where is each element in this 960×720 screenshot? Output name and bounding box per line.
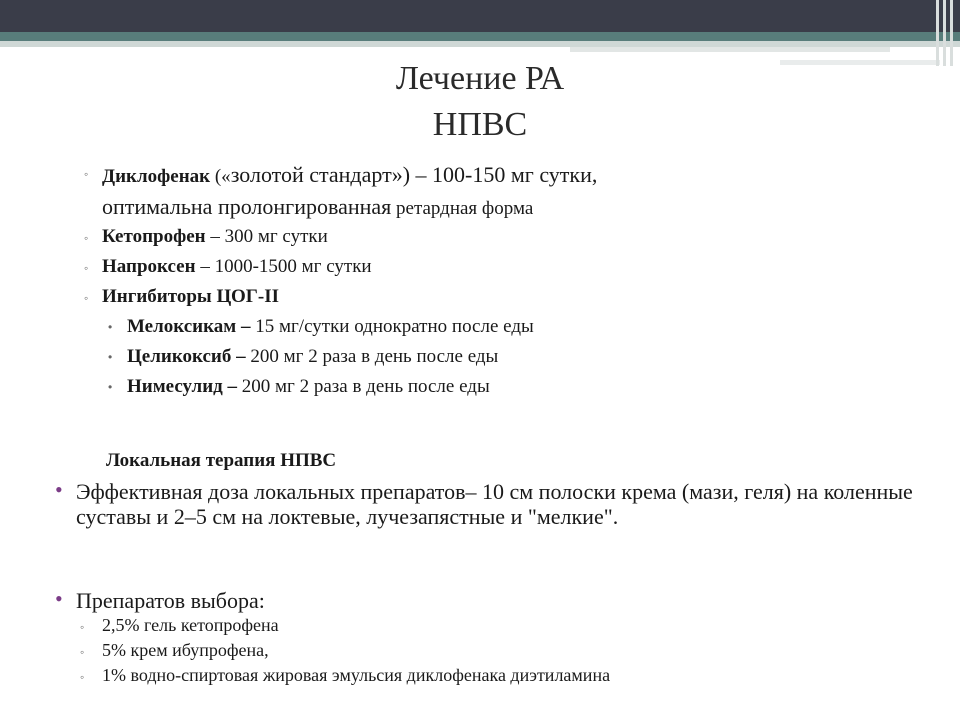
list-item-nimesulide (127, 376, 490, 398)
drug-dose: ») – 100-150 мг сутки, (391, 162, 598, 187)
list-item-cox2 (102, 286, 279, 308)
header-bar-teal (0, 32, 960, 41)
list-item-ketoprofen (102, 226, 328, 248)
slide-title: Лечение РА (395, 60, 565, 97)
drug-name: Ингибиторы ЦОГ-II (102, 286, 279, 307)
choice-item: 2,5% гель кетопрофена (102, 615, 279, 635)
list-item-celecoxib (127, 346, 498, 368)
effective-dose-text: Эффективная доза локальных препаратов– 10 см полоски крема (мази, геля) на коленные суставы и 2–5 см на локтевые, лучезапястные и "мелкие". (76, 479, 913, 529)
drug-name: Диклофенак (102, 166, 211, 187)
drug-quote: золотой стандарт (230, 162, 392, 187)
drug-dash: – (222, 376, 242, 397)
drug-name: Кетопрофен (102, 226, 206, 247)
header-vertical-line (936, 0, 939, 66)
main-bullet-icon: • (55, 477, 63, 502)
list-item-meloxicam (127, 316, 534, 338)
drug-name: Напроксен (102, 256, 196, 277)
drug-dose: 200 мг 2 раза в день после еды (250, 346, 499, 367)
sub-bullet-icon: ◦ (80, 670, 85, 684)
sub-bullet-icon: • (108, 380, 113, 394)
header-vertical-line (950, 0, 953, 66)
choice-item: 5% крем ибупрофена, (102, 640, 269, 660)
bullet-icon: ◦ (84, 231, 89, 245)
drug-name: Мелоксикам (127, 316, 237, 337)
drug-dash: – (231, 346, 251, 367)
header-vertical-line (943, 0, 946, 66)
drug-dash: – (236, 316, 256, 337)
list-item-diclofenac-cont (102, 194, 533, 220)
sub-bullet-icon: ◦ (80, 620, 85, 634)
choice-item: 1% водно-спиртовая жировая эмульсия диклофенака диэтиламина (102, 665, 611, 685)
bullet-icon: ◦ (84, 261, 89, 275)
sub-bullet-icon: • (108, 350, 113, 364)
list-item-diclofenac (102, 162, 597, 188)
drug-dose: 15 мг/сутки однократно после еды (255, 316, 534, 337)
slide-subtitle: НПВС (432, 106, 528, 143)
drug-name: Целикоксиб (127, 346, 232, 367)
bullet-icon: ◦ (84, 291, 89, 305)
bullet-icon: ◦ (84, 167, 89, 181)
drug-dose: – 1000-1500 мг сутки (195, 256, 372, 277)
drug-paren: (« (210, 166, 231, 187)
section-heading-local: Локальная терапия НПВС (106, 450, 337, 471)
choice-heading: Препаратов выбора: (76, 588, 265, 613)
main-bullet-icon: • (55, 586, 63, 611)
drug-name: Нимесулид (127, 376, 223, 397)
drug-note: оптимальна пролонгированная (102, 194, 392, 219)
header-accent-line (570, 47, 890, 52)
drug-note-small: ретардная форма (391, 198, 534, 219)
sub-bullet-icon: ◦ (80, 645, 85, 659)
drug-dose: 200 мг 2 раза в день после еды (241, 376, 490, 397)
header-bar-dark (0, 0, 960, 32)
list-item-naproxen (102, 256, 372, 278)
drug-dose: – 300 мг сутки (205, 226, 328, 247)
sub-bullet-icon: • (108, 320, 113, 334)
